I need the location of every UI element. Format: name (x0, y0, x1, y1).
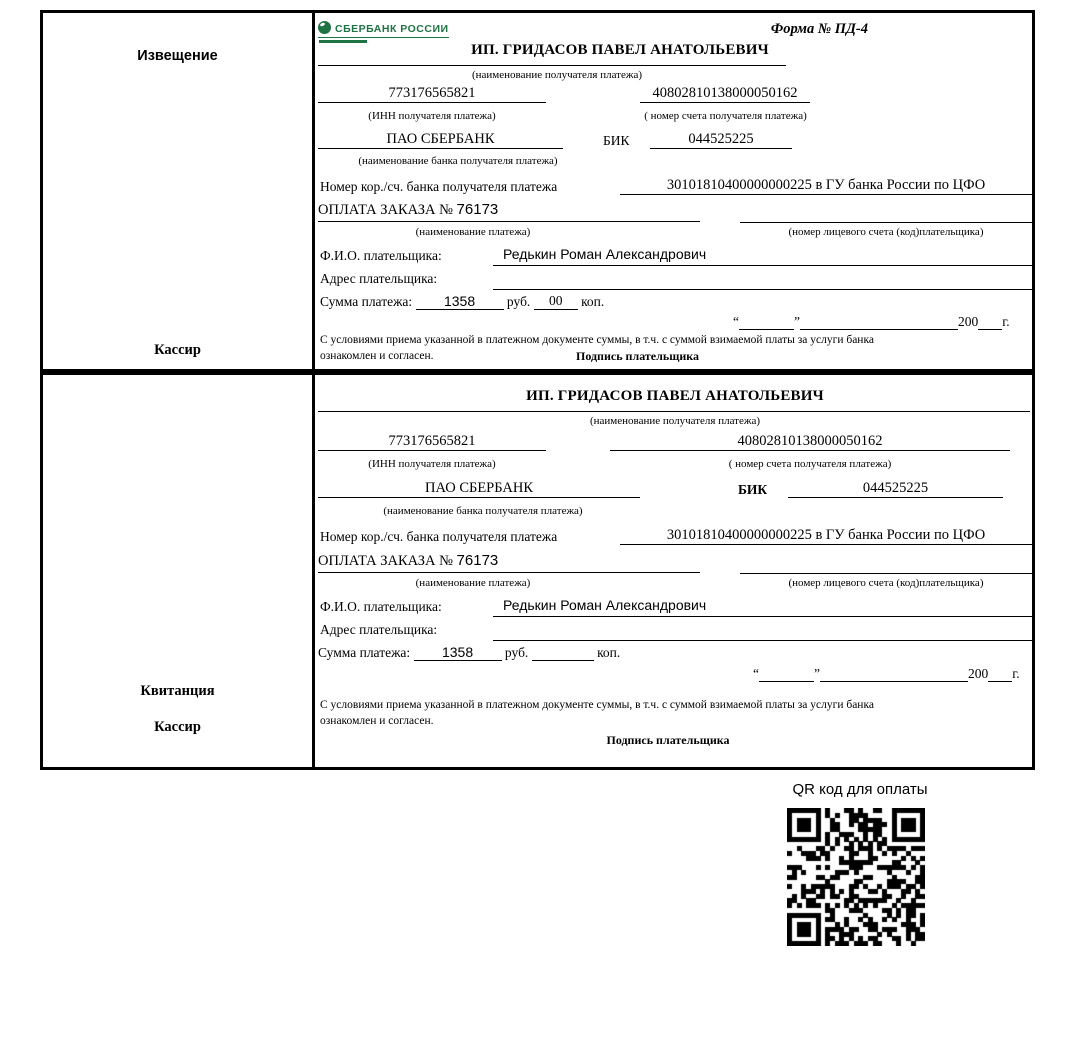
payment-name-field (318, 201, 700, 222)
qr-code-label: QR код для оплаты (792, 781, 928, 798)
kop-label: коп. (581, 294, 605, 309)
quote-open: “ (753, 666, 759, 681)
year-prefix: 200 (968, 666, 989, 681)
amount-rub-value: 1358 (414, 644, 502, 661)
bik-label: БИК (738, 482, 768, 497)
korr-value: 30101810400000000225 в ГУ банка России по ЦФО (620, 177, 1032, 195)
payer-address-blank (493, 640, 1032, 641)
year-suffix: г. (1012, 666, 1020, 681)
bank-name: ПАО СБЕРБАНК (318, 131, 563, 149)
sberbank-logo (318, 21, 449, 43)
notice-side-column (43, 13, 315, 369)
inn-value: 773176565821 (318, 433, 546, 451)
bank-name: ПАО СБЕРБАНК (318, 480, 640, 498)
receipt-side-column (43, 375, 315, 767)
kop-label: коп. (597, 645, 621, 660)
payment-name-field (318, 552, 700, 573)
bik-value: 044525225 (650, 131, 792, 149)
quote-open: “ (733, 314, 739, 329)
underline (318, 65, 786, 66)
quote-close: ” (814, 666, 820, 681)
account-caption: ( номер счета получателя платежа) (644, 110, 807, 122)
account-value: 40802810138000050162 (640, 85, 810, 103)
payee-name: ИП. ГРИДАСОВ ПАВЕЛ АНАТОЛЬЕВИЧ (526, 388, 824, 404)
inn-caption: (ИНН получателя платежа) (368, 458, 496, 470)
payer-name-label: Ф.И.О. плательщика: (320, 599, 442, 614)
inn-value: 773176565821 (318, 85, 546, 103)
payment-caption: (наименование платежа) (415, 226, 531, 238)
rub-label: руб. (506, 294, 531, 309)
rub-label: руб. (504, 645, 529, 660)
underline (318, 411, 1030, 412)
account-caption: ( номер счета получателя платежа) (728, 458, 892, 470)
amount-kop-value (532, 644, 594, 661)
payment-order-number: 76173 (456, 201, 499, 218)
date-day-blank (739, 313, 794, 330)
year-prefix: 200 (958, 314, 979, 329)
date-row (753, 665, 1020, 682)
cashier-label: Кассир (154, 342, 201, 358)
personal-account-caption: (номер лицевого счета (код)плательщика) (788, 226, 984, 238)
notice-section (40, 10, 1035, 372)
personal-account-blank (740, 222, 1032, 223)
bank-caption: (наименование банка получателя платежа) (358, 155, 558, 167)
quote-close: ” (794, 314, 800, 329)
date-month-blank (800, 313, 958, 330)
amount-label: Сумма платежа: (320, 294, 413, 309)
signature-label: Подпись плательщика (576, 349, 699, 363)
inn-caption: (ИНН получателя платежа) (368, 110, 496, 122)
notice-label: Извещение (137, 48, 218, 64)
year-blank (978, 313, 1002, 330)
date-day-blank (759, 665, 814, 682)
agreement-line2: ознакомлен и согласен. (320, 350, 434, 362)
receipt-section (40, 372, 1035, 770)
amount-kop-value: 00 (534, 293, 578, 310)
receipt-label: Квитанция (140, 683, 215, 699)
amount-label: Сумма платежа: (318, 645, 411, 660)
signature-label: Подпись плательщика (606, 733, 730, 747)
korr-label: Номер кор./сч. банка получателя платежа (320, 179, 558, 194)
payer-address-label: Адрес плательщика: (320, 622, 438, 637)
payment-name-label: ОПЛАТА ЗАКАЗА № (318, 202, 457, 218)
receipt-content (318, 375, 1032, 767)
cashier-label: Кассир (154, 719, 201, 735)
bik-value: 044525225 (788, 480, 1003, 498)
payee-caption: (наименование получателя платежа) (471, 69, 643, 81)
personal-account-blank (740, 573, 1032, 574)
korr-value: 30101810400000000225 в ГУ банка России по ЦФО (620, 527, 1032, 545)
korr-label: Номер кор./сч. банка получателя платежа (320, 529, 558, 544)
payee-name: ИП. ГРИДАСОВ ПАВЕЛ АНАТОЛЬЕВИЧ (471, 42, 769, 58)
amount-rub-value: 1358 (416, 293, 504, 310)
payment-caption: (наименование платежа) (415, 577, 531, 589)
account-value: 40802810138000050162 (610, 433, 1010, 451)
agreement-line2: ознакомлен и согласен. (320, 715, 434, 727)
year-blank (988, 665, 1012, 682)
date-month-blank (820, 665, 968, 682)
payer-name-value: Редькин Роман Александрович (493, 246, 1032, 266)
amount-row (320, 293, 604, 310)
qr-code (787, 808, 925, 946)
agreement-line1: С условиями приема указанной в платежном документе суммы, в т.ч. с суммой взимаемой платы за услуги банка (320, 699, 874, 711)
payment-name-label: ОПЛАТА ЗАКАЗА № (318, 553, 457, 569)
payer-address-label: Адрес плательщика: (320, 271, 438, 286)
sberbank-logo-text: СБЕРБАНК РОССИИ (335, 23, 449, 35)
personal-account-caption: (номер лицевого счета (код)плательщика) (788, 577, 984, 589)
year-suffix: г. (1002, 314, 1010, 329)
sberbank-logo-icon (318, 21, 331, 34)
form-number: Форма № ПД-4 (770, 21, 868, 37)
amount-row (318, 644, 620, 661)
payee-caption: (наименование получателя платежа) (589, 415, 761, 427)
payer-name-value: Редькин Роман Александрович (493, 597, 1032, 617)
agreement-line1: С условиями приема указанной в платежном документе суммы, в т.ч. с суммой взимаемой платы за услуги банка (320, 334, 874, 346)
bik-label: БИК (603, 133, 630, 148)
payer-name-label: Ф.И.О. плательщика: (320, 248, 442, 263)
bank-caption: (наименование банка получателя платежа) (383, 505, 583, 517)
payer-address-blank (493, 289, 1032, 290)
date-row (733, 313, 1010, 330)
notice-content (318, 13, 1032, 369)
payment-order-number: 76173 (456, 552, 499, 569)
